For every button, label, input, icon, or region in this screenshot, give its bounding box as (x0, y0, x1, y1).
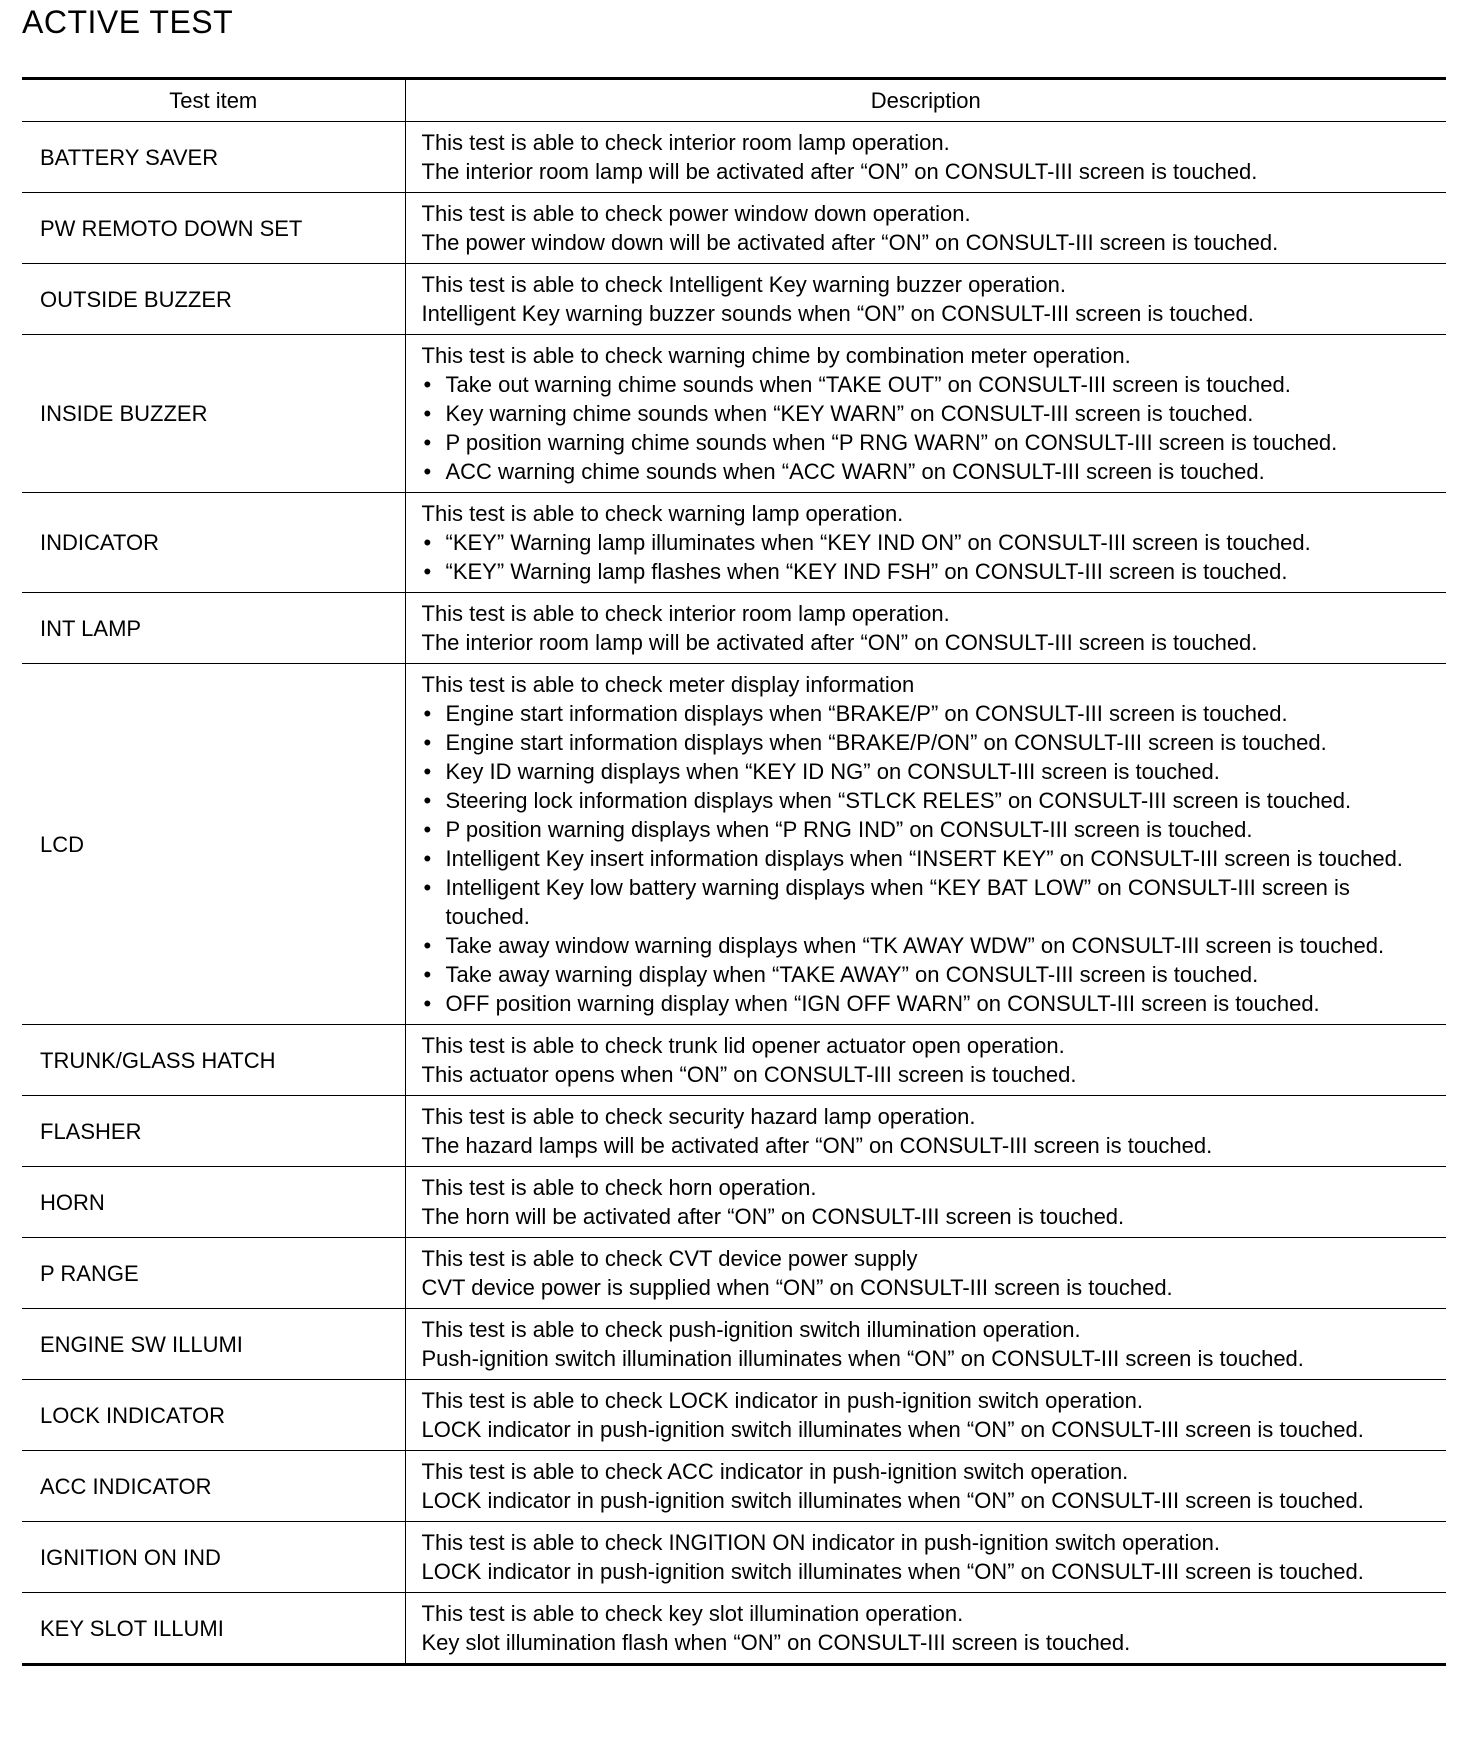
active-test-table (22, 77, 1446, 1666)
description-line: This test is able to check Intelligent Key warning buzzer operation. (421, 272, 1066, 297)
test-item-cell: INDICATOR (22, 493, 405, 593)
test-item-cell: KEY SLOT ILLUMI (22, 1593, 405, 1665)
description-line: Intelligent Key warning buzzer sounds when “ON” on CONSULT-III screen is touched. (421, 301, 1254, 326)
description-line: This test is able to check key slot illumination operation. (421, 1601, 964, 1626)
description-line: LOCK indicator in push-ignition switch illuminates when “ON” on CONSULT-III screen is touched. (421, 1559, 1364, 1584)
description-line: This actuator opens when “ON” on CONSULT-III screen is touched. (421, 1062, 1077, 1087)
test-item-cell: BATTERY SAVER (22, 122, 405, 193)
test-item-cell: TRUNK/GLASS HATCH (22, 1025, 405, 1096)
description-line: This test is able to check push-ignition switch illumination operation. (421, 1317, 1081, 1342)
test-item-cell: ENGINE SW ILLUMI (22, 1309, 405, 1380)
description-bullet: • P position warning displays when “P RNG IND” on CONSULT-III screen is touched. (422, 815, 1441, 844)
description-cell (405, 1025, 1446, 1096)
description-line: This test is able to check trunk lid opener actuator open operation. (421, 1033, 1065, 1058)
test-item-cell: OUTSIDE BUZZER (22, 264, 405, 335)
table-row (22, 1309, 1446, 1380)
test-item-cell: ACC INDICATOR (22, 1451, 405, 1522)
table-row (22, 1593, 1446, 1665)
table-row (22, 122, 1446, 193)
description-line: This test is able to check warning lamp operation. (421, 501, 904, 526)
description-cell (405, 1522, 1446, 1593)
description-cell (405, 193, 1446, 264)
table-row (22, 335, 1446, 493)
description-line: This test is able to check power window down operation. (421, 201, 971, 226)
description-bullet: • Engine start information displays when “BRAKE/P/ON” on CONSULT-III screen is touched. (422, 728, 1441, 757)
description-cell (405, 1309, 1446, 1380)
header-description: Description (405, 79, 1446, 122)
description-cell (405, 493, 1446, 593)
test-item-cell: HORN (22, 1167, 405, 1238)
table-row (22, 593, 1446, 664)
description-line: The interior room lamp will be activated after “ON” on CONSULT-III screen is touched. (421, 630, 1258, 655)
table-row (22, 1238, 1446, 1309)
description-bullet: • Intelligent Key insert information displays when “INSERT KEY” on CONSULT-III screen is touched. (422, 844, 1441, 873)
description-bullet: • Key ID warning displays when “KEY ID NG” on CONSULT-III screen is touched. (422, 757, 1441, 786)
description-cell (405, 1096, 1446, 1167)
table-row (22, 1096, 1446, 1167)
header-test-item: Test item (22, 79, 405, 122)
description-cell (405, 1238, 1446, 1309)
description-line: This test is able to check security hazard lamp operation. (421, 1104, 976, 1129)
test-item-cell: FLASHER (22, 1096, 405, 1167)
description-line: This test is able to check LOCK indicator in push-ignition switch operation. (421, 1388, 1143, 1413)
description-cell (405, 264, 1446, 335)
description-bullet: • Steering lock information displays when “STLCK RELES” on CONSULT-III screen is touched. (422, 786, 1441, 815)
description-bullet-list (422, 370, 1441, 486)
description-bullet: • Take out warning chime sounds when “TAKE OUT” on CONSULT-III screen is touched. (422, 370, 1441, 399)
description-line: This test is able to check INGITION ON indicator in push-ignition switch operation. (421, 1530, 1220, 1555)
description-bullet: • Take away window warning displays when “TK AWAY WDW” on CONSULT-III screen is touched. (422, 931, 1441, 960)
description-line: The hazard lamps will be activated after “ON” on CONSULT-III screen is touched. (421, 1133, 1213, 1158)
description-line: This test is able to check horn operation. (421, 1175, 817, 1200)
description-line: The horn will be activated after “ON” on CONSULT-III screen is touched. (421, 1204, 1125, 1229)
description-cell (405, 593, 1446, 664)
table-row (22, 193, 1446, 264)
description-cell (405, 1380, 1446, 1451)
test-item-cell: P RANGE (22, 1238, 405, 1309)
table-row (22, 264, 1446, 335)
page-title: ACTIVE TEST (22, 4, 234, 40)
description-bullet-list (422, 528, 1441, 586)
description-bullet: • Take away warning display when “TAKE AWAY” on CONSULT-III screen is touched. (422, 960, 1441, 989)
description-cell (405, 1167, 1446, 1238)
description-line: CVT device power is supplied when “ON” on CONSULT-III screen is touched. (421, 1275, 1173, 1300)
description-cell (405, 122, 1446, 193)
test-item-cell: LCD (22, 664, 405, 1025)
table-row (22, 1167, 1446, 1238)
description-line: Push-ignition switch illumination illuminates when “ON” on CONSULT-III screen is touched. (421, 1346, 1304, 1371)
table-row (22, 1025, 1446, 1096)
description-bullet: • Engine start information displays when “BRAKE/P” on CONSULT-III screen is touched. (422, 699, 1441, 728)
test-item-cell: LOCK INDICATOR (22, 1380, 405, 1451)
description-bullet: • “KEY” Warning lamp flashes when “KEY IND FSH” on CONSULT-III screen is touched. (422, 557, 1441, 586)
description-bullet: • Key warning chime sounds when “KEY WARN” on CONSULT-III screen is touched. (422, 399, 1441, 428)
test-item-cell: INSIDE BUZZER (22, 335, 405, 493)
table-body (22, 122, 1446, 1665)
description-line: The power window down will be activated after “ON” on CONSULT-III screen is touched. (421, 230, 1279, 255)
description-bullet-list (422, 699, 1441, 1018)
test-item-cell: PW REMOTO DOWN SET (22, 193, 405, 264)
description-cell (405, 664, 1446, 1025)
description-bullet: • P position warning chime sounds when “P RNG WARN” on CONSULT-III screen is touched. (422, 428, 1441, 457)
description-line: LOCK indicator in push-ignition switch illuminates when “ON” on CONSULT-III screen is touched. (421, 1417, 1364, 1442)
table-row (22, 1380, 1446, 1451)
description-bullet: • ACC warning chime sounds when “ACC WARN” on CONSULT-III screen is touched. (422, 457, 1441, 486)
table-row (22, 493, 1446, 593)
table-row (22, 664, 1446, 1025)
description-line: The interior room lamp will be activated after “ON” on CONSULT-III screen is touched. (421, 159, 1258, 184)
table-row (22, 1451, 1446, 1522)
description-bullet: • OFF position warning display when “IGN OFF WARN” on CONSULT-III screen is touched. (422, 989, 1441, 1018)
description-cell (405, 1593, 1446, 1665)
description-line: This test is able to check warning chime by combination meter operation. (421, 343, 1131, 368)
table-row (22, 1522, 1446, 1593)
description-line: This test is able to check interior room lamp operation. (421, 130, 950, 155)
description-line: This test is able to check interior room lamp operation. (421, 601, 950, 626)
table-header-row (22, 79, 1446, 122)
description-bullet: • “KEY” Warning lamp illuminates when “KEY IND ON” on CONSULT-III screen is touched. (422, 528, 1441, 557)
description-cell (405, 335, 1446, 493)
description-cell (405, 1451, 1446, 1522)
description-line: This test is able to check ACC indicator in push-ignition switch operation. (421, 1459, 1129, 1484)
description-line: Key slot illumination flash when “ON” on CONSULT-III screen is touched. (421, 1630, 1131, 1655)
test-item-cell: INT LAMP (22, 593, 405, 664)
description-line: This test is able to check meter display information (421, 672, 915, 697)
description-bullet: • Intelligent Key low battery warning displays when “KEY BAT LOW” on CONSULT-III screen is touched. (422, 873, 1441, 931)
description-line: This test is able to check CVT device power supply (421, 1246, 918, 1271)
description-line: LOCK indicator in push-ignition switch illuminates when “ON” on CONSULT-III screen is touched. (421, 1488, 1364, 1513)
test-item-cell: IGNITION ON IND (22, 1522, 405, 1593)
